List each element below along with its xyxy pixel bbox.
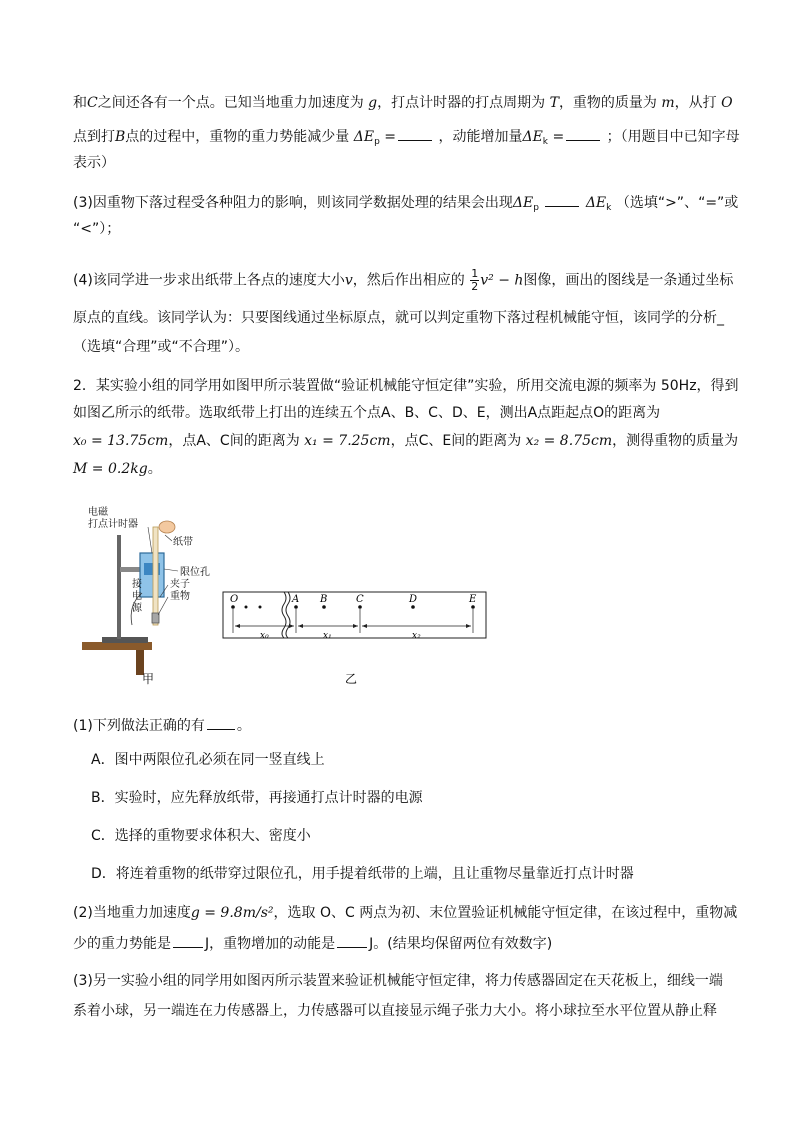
label-timer: 打点计时器 (88, 519, 138, 530)
caption-yi: 乙 (345, 672, 358, 686)
text-line: 2．某实验小组的同学用如图甲所示装置做“验证机械能守恒定律”实验，所用交流电源的频率为 50Hz，得到 (73, 378, 739, 394)
label-dianci: 电磁 (88, 507, 108, 518)
answer-blank[interactable] (173, 934, 203, 948)
text-line: 和C之间还各有一个点。已知当地重力加速度为 g，打点计时器的打点周期为 T，重物的质量为 m，从打 O (73, 95, 733, 111)
answer-blank[interactable] (337, 934, 367, 948)
segment-label: x₀ (260, 631, 269, 641)
label-power-1: 接 (132, 579, 142, 590)
stand-rod (117, 535, 121, 639)
experiment-figure (80, 505, 500, 690)
text-line: x₀ = 13.75cm，点A、C间的距离为 x₁ = 7.25cm，点C、E间的距离为 x₂ = 8.75cm，测得重物的质量为 (73, 433, 739, 449)
table-top (82, 642, 152, 650)
point-label: A (292, 594, 300, 605)
point-label: B (320, 594, 328, 605)
point-label: E (469, 594, 477, 605)
answer-blank[interactable] (545, 193, 579, 207)
label-weight: 重物 (170, 591, 190, 602)
fraction: $\frac{1}{2}$ (471, 267, 479, 293)
text-line: 点到打B点的过程中，重物的重力势能减少量 $\Delta E_p$ = ，动能增加量$\Delta E_k$ = ；（用题目中已知字母 (73, 129, 740, 147)
text-line: (3)因重物下落过程受各种阻力的影响，则该同学数据处理的结果会出现$\Delta E_p$ $\Delta E_k$ （选填“>”、“=”或 (73, 195, 739, 213)
option-a: A．图中两限位孔必须在同一竖直线上 (91, 752, 325, 768)
segment-label: x₁ (323, 631, 332, 641)
text-line: (1)下列做法正确的有 。 (73, 718, 251, 734)
tape-dot (294, 605, 298, 609)
text-line: (4)该同学进一步求出纸带上各点的速度大小v，然后作出相应的 $\frac{1}{2}$ v² − h图像，画出的图线是一条通过坐标 (73, 267, 734, 293)
tape-diagram (223, 592, 486, 641)
tape-dot (358, 605, 362, 609)
text-line: “<”）； (73, 221, 121, 237)
option-c: C．选择的重物要求体积大、密度小 (91, 828, 311, 844)
point-label: O (230, 594, 239, 605)
text-line: （选填“合理”或“不合理”）。 (73, 339, 250, 355)
text-line: (3)另一实验小组的同学用如图丙所示装置来验证机械能守恒定律，将力传感器固定在天花板上，细线一端 (73, 973, 723, 989)
point-label: D (409, 594, 418, 605)
option-b: B．实验时，应先释放纸带，再接通打点计时器的电源 (91, 790, 423, 806)
label-clip: 夹子 (170, 579, 190, 590)
segment-label: x₂ (412, 631, 421, 641)
tape-dot (411, 605, 415, 609)
paper-tape (153, 527, 158, 625)
label-power-2: 电 (132, 591, 142, 602)
text-line: 表示） (73, 155, 115, 171)
text-line: M = 0.2kg。 (73, 461, 162, 477)
caption-jia: 甲 (142, 672, 155, 686)
answer-blank[interactable] (398, 127, 432, 141)
option-d: D．将连着重物的纸带穿过限位孔，用手提着纸带的上端，且让重物尽量靠近打点计时器 (91, 866, 634, 882)
hand (159, 521, 175, 533)
tape-dot (259, 606, 262, 609)
tape-dot (471, 605, 475, 609)
text-line: (2)当地重力加速度g = 9.8m/s²，选取 O、C 两点为初、末位置验证机械能守恒定律，在该过程中，重物减 (73, 905, 738, 921)
tape-break (282, 592, 286, 638)
answer-blank[interactable] (566, 127, 600, 141)
tape-dot (322, 605, 326, 609)
point-label: C (356, 594, 364, 605)
text-line: 系着小球，另一端连在力传感器上，力传感器可以直接显示绳子张力大小。将小球拉至水平位置从静止释 (73, 1003, 717, 1019)
answer-blank[interactable] (207, 716, 235, 730)
label-power-3: 源 (132, 603, 142, 614)
tape-dot (231, 605, 235, 609)
label-limit-hole: 限位孔 (180, 567, 210, 578)
text-line: 原点的直线。该同学认为：只要图线通过坐标原点，就可以判定重物下落过程机械能守恒，该同学的分析_ (73, 310, 724, 326)
label-tape: 纸带 (173, 537, 193, 548)
text-line: 少的重力势能是 J，重物增加的动能是 J。(结果均保留两位有效数字) (73, 936, 553, 952)
text-line: 如图乙所示的纸带。选取纸带上打出的连续五个点A、B、C、D、E，测出A点距起点O的距离为 (73, 405, 661, 421)
tape-dot (245, 606, 248, 609)
stand-base (102, 637, 148, 643)
